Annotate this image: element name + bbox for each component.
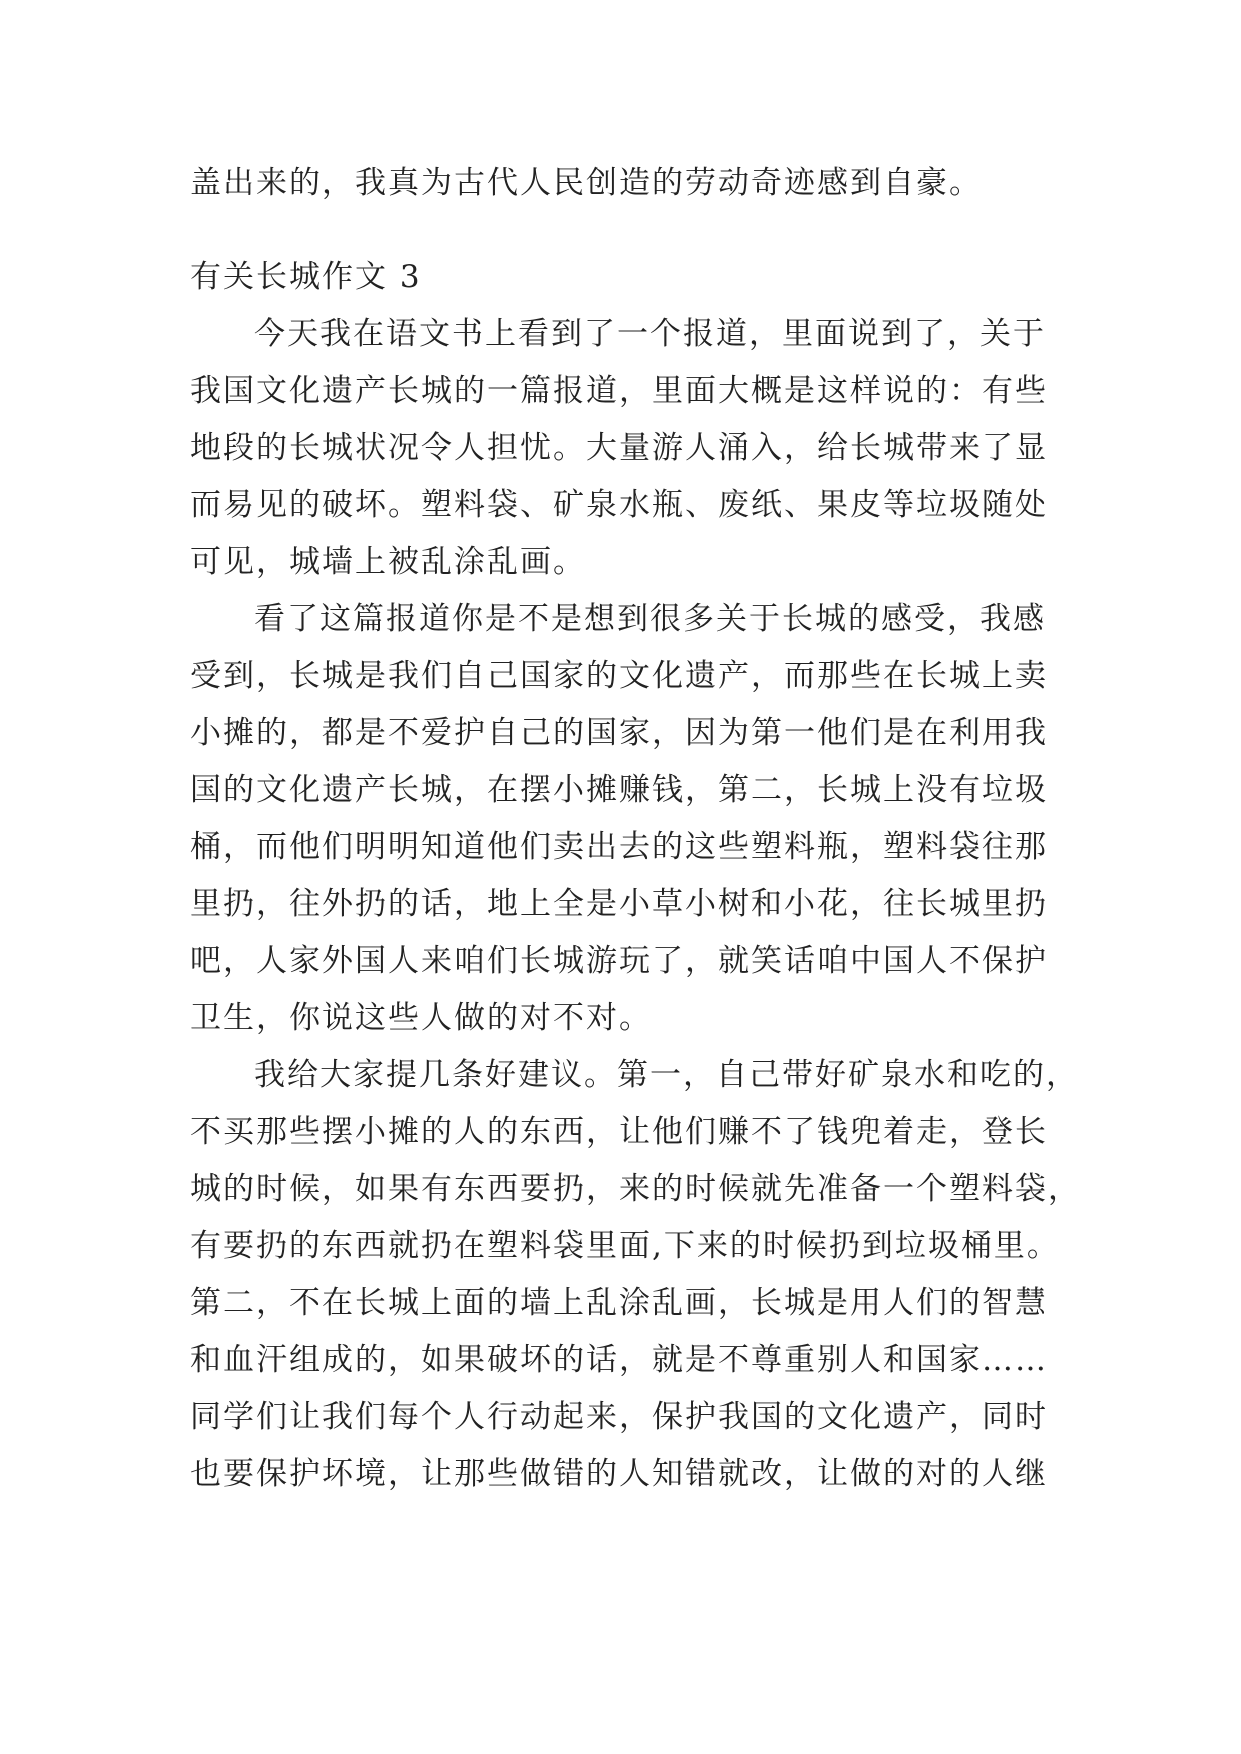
text-line: 和血汗组成的，如果破坏的话，就是不尊重别人和国家…… [190, 1342, 1048, 1378]
text-line: 第二，不在长城上面的墙上乱涂乱画，长城是用人们的智慧 [190, 1285, 1048, 1321]
text-line: 我国文化遗产长城的一篇报道，里面大概是这样说的：有些 [190, 373, 1048, 409]
text-line: 而易见的破坏。塑料袋、矿泉水瓶、废纸、果皮等垃圾随处 [190, 487, 1048, 523]
section-heading: 有关长城作文 3 [190, 259, 422, 295]
text-line: 里扔，往外扔的话，地上全是小草小树和小花，往长城里扔 [190, 886, 1048, 922]
text-line: 受到，长城是我们自己国家的文化遗产，而那些在长城上卖 [190, 658, 1048, 694]
text-line: 盖出来的，我真为古代人民创造的劳动奇迹感到自豪。 [190, 165, 982, 201]
text-line: 同学们让我们每个人行动起来，保护我国的文化遗产，同时 [190, 1399, 1048, 1435]
text-line: 我给大家提几条好建议。第一，自己带好矿泉水和吃的， [254, 1057, 1079, 1093]
text-line: 吧，人家外国人来咱们长城游玩了，就笑话咱中国人不保护 [190, 943, 1048, 979]
text-line: 也要保护坏境，让那些做错的人知错就改，让做的对的人继 [190, 1456, 1048, 1492]
text-line: 卫生，你说这些人做的对不对。 [190, 1000, 652, 1036]
text-line: 地段的长城状况令人担忧。大量游人涌入，给长城带来了显 [190, 430, 1048, 466]
text-line: 看了这篇报道你是不是想到很多关于长城的感受，我感 [254, 601, 1046, 637]
text-line: 今天我在语文书上看到了一个报道，里面说到了，关于 [254, 316, 1046, 352]
text-line: 可见，城墙上被乱涂乱画。 [190, 544, 586, 580]
text-line: 国的文化遗产长城，在摆小摊赚钱，第二，长城上没有垃圾 [190, 772, 1048, 808]
text-line: 城的时候，如果有东西要扔，来的时候就先准备一个塑料袋， [190, 1171, 1081, 1207]
text-line: 不买那些摆小摊的人的东西，让他们赚不了钱兜着走，登长 [190, 1114, 1048, 1150]
text-line: 桶，而他们明明知道他们卖出去的这些塑料瓶，塑料袋往那 [190, 829, 1048, 865]
text-line: 有要扔的东西就扔在塑料袋里面,下来的时候扔到垃圾桶里。 [190, 1228, 1060, 1264]
text-line: 小摊的，都是不爱护自己的国家，因为第一他们是在利用我 [190, 715, 1048, 751]
